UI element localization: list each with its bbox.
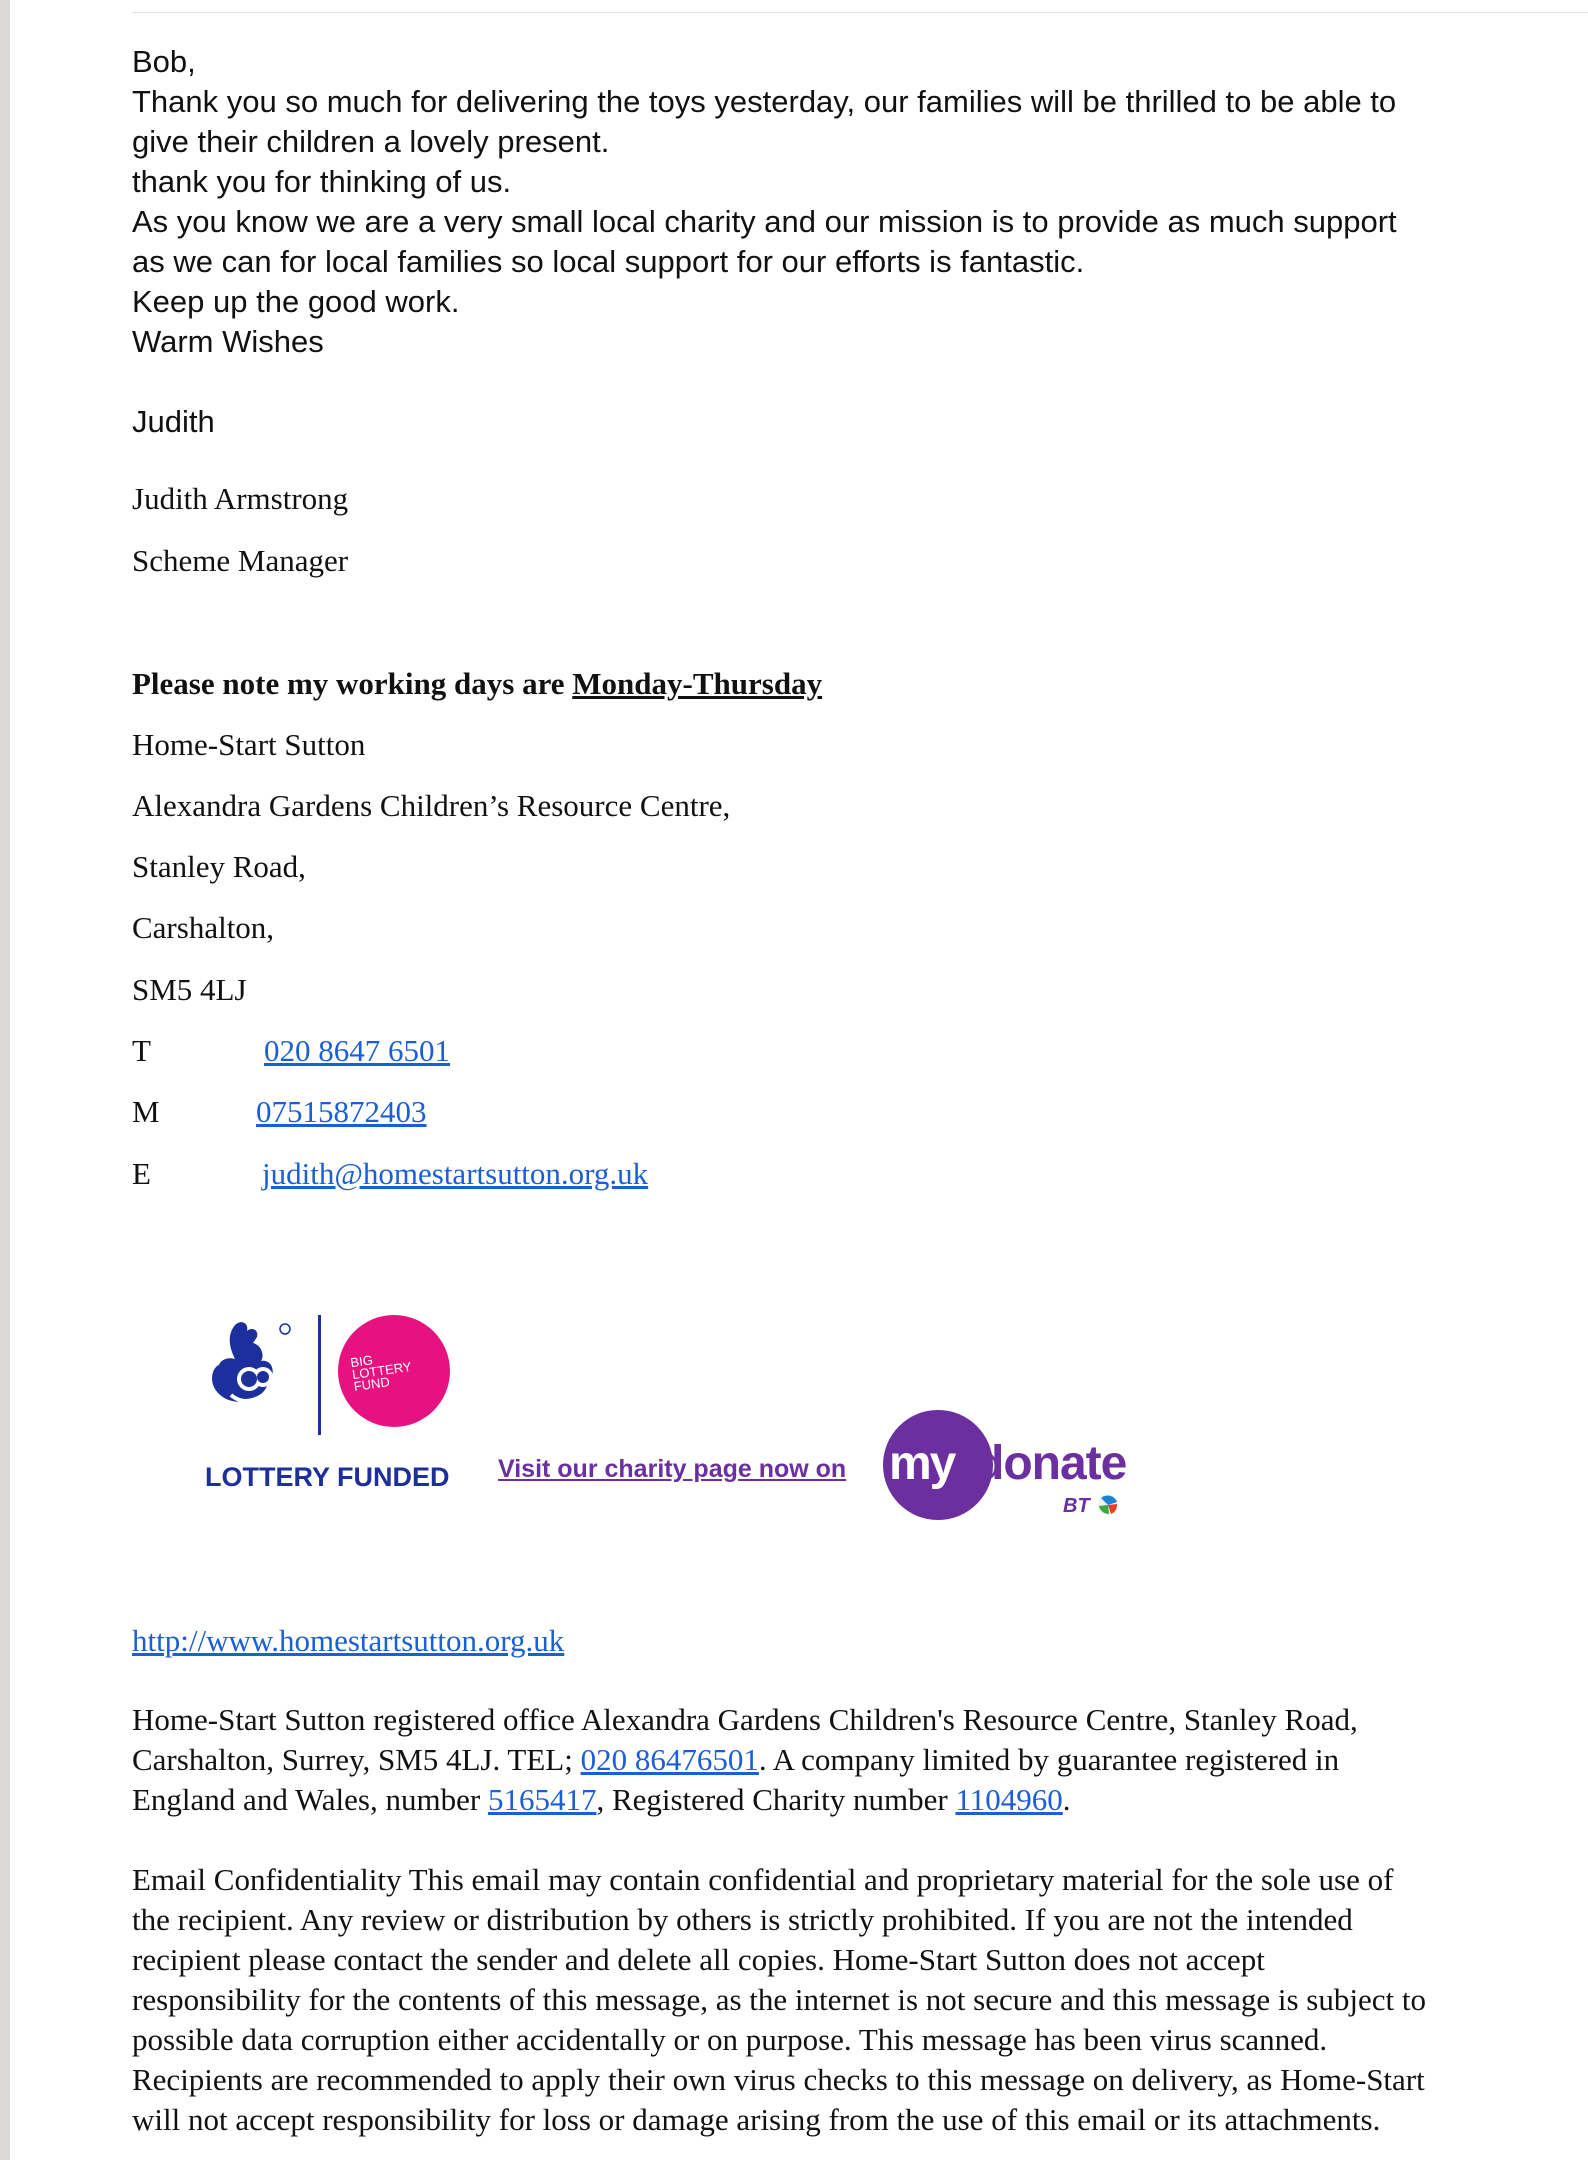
confidentiality-line: will not accept responsibility for loss or damage arising from the use of this email or its attachments. [132, 2102, 1381, 2137]
body-line: as we can for local families so local support for our efforts is fantastic. [132, 244, 1085, 279]
confidentiality-line: the recipient. Any review or distribution by others is strictly prohibited. If you are not the intended [132, 1902, 1353, 1937]
mydonate-donate: donate [975, 1437, 1127, 1490]
signature-full-name: Judith Armstrong [132, 481, 349, 516]
registered-text: . A company limited by guarantee registered in [758, 1742, 1340, 1777]
confidentiality-notice [132, 1860, 1572, 2140]
website-link[interactable]: http://www.homestartsutton.org.uk [132, 1623, 565, 1658]
greeting: Bob, [132, 44, 196, 79]
signature-role: Scheme Manager [132, 543, 349, 578]
mydonate-my: my [889, 1437, 955, 1490]
blank-line [132, 362, 1397, 402]
address-line: Alexandra Gardens Children’s Resource Centre, [132, 788, 731, 823]
big-lottery-fund-text: BIG LOTTERY FUND [349, 1352, 413, 1394]
message-divider [132, 12, 1588, 13]
confidentiality-line: possible data corruption either accidentally or on purpose. This message has been virus scanned. [132, 2022, 1328, 2057]
registered-text: , Registered Charity number [596, 1782, 956, 1817]
telephone-link[interactable]: 020 8647 6501 [264, 1033, 450, 1068]
body-line: thank you for thinking of us. [132, 164, 512, 199]
contact-label: M [132, 1094, 160, 1129]
body-line: Warm Wishes [132, 324, 324, 359]
confidentiality-line: recipient please contact the sender and delete all copies. Home-Start Sutton does not accept [132, 1942, 1265, 1977]
bt-globe-icon [1097, 1492, 1119, 1518]
working-days-prefix: Please note my working days are [132, 666, 573, 701]
window-left-edge [0, 0, 10, 2160]
contact-label: E [132, 1156, 151, 1191]
big-lottery-fund-logo [338, 1315, 450, 1427]
charity-number-link[interactable]: 1104960 [955, 1782, 1063, 1817]
registered-text: . [1062, 1782, 1071, 1817]
confidentiality-line: responsibility for the contents of this message, as the internet is not secure and this message is subject to [132, 1982, 1426, 2017]
body-line: As you know we are a very small local charity and our mission is to provide as much support [132, 204, 1397, 239]
registered-tel-link[interactable]: 020 86476501 [580, 1742, 759, 1777]
email-body [132, 42, 1397, 442]
body-line: Keep up the good work. [132, 284, 460, 319]
body-line: give their children a lovely present. [132, 124, 610, 159]
registered-office [132, 1700, 1472, 1820]
contact-label: T [132, 1033, 151, 1068]
confidentiality-line: Email Confidentiality This email may contain confidential and proprietary material for the sole use of [132, 1862, 1394, 1897]
signature-banner [195, 1300, 1155, 1540]
logo-divider [318, 1315, 321, 1435]
charity-page-link[interactable]: Visit our charity page now on [498, 1455, 847, 1483]
lottery-funded-label: LOTTERY FUNDED [205, 1462, 450, 1492]
registered-line [132, 1740, 1472, 1780]
mobile-link[interactable]: 07515872403 [256, 1094, 427, 1129]
registered-line: Home-Start Sutton registered office Alexandra Gardens Children's Resource Centre, Stanley Road, [132, 1702, 1358, 1737]
org-name: Home-Start Sutton [132, 727, 366, 762]
registered-text: England and Wales, number [132, 1782, 488, 1817]
company-number-link[interactable]: 5165417 [487, 1782, 597, 1817]
registered-text: Carshalton, Surrey, SM5 4LJ. TEL; [132, 1742, 581, 1777]
postcode: SM5 4LJ [132, 972, 247, 1007]
body-line: Thank you so much for delivering the toys yesterday, our families will be thrilled to be able to [132, 84, 1397, 119]
registered-line [132, 1780, 1472, 1820]
address-line: Stanley Road, [132, 849, 306, 884]
address-line: Carshalton, [132, 910, 275, 945]
working-days: Monday-Thursday [572, 666, 823, 701]
lottery-crossed-fingers-icon [205, 1315, 305, 1435]
bt-label: BT [1063, 1495, 1090, 1517]
confidentiality-line: Recipients are recommended to apply their own virus checks to this message on delivery, as Home-Start [132, 2062, 1425, 2097]
signoff-name: Judith [132, 404, 215, 439]
working-days-note [132, 664, 822, 704]
email-link[interactable]: judith@homestartsutton.org.uk [262, 1156, 649, 1191]
